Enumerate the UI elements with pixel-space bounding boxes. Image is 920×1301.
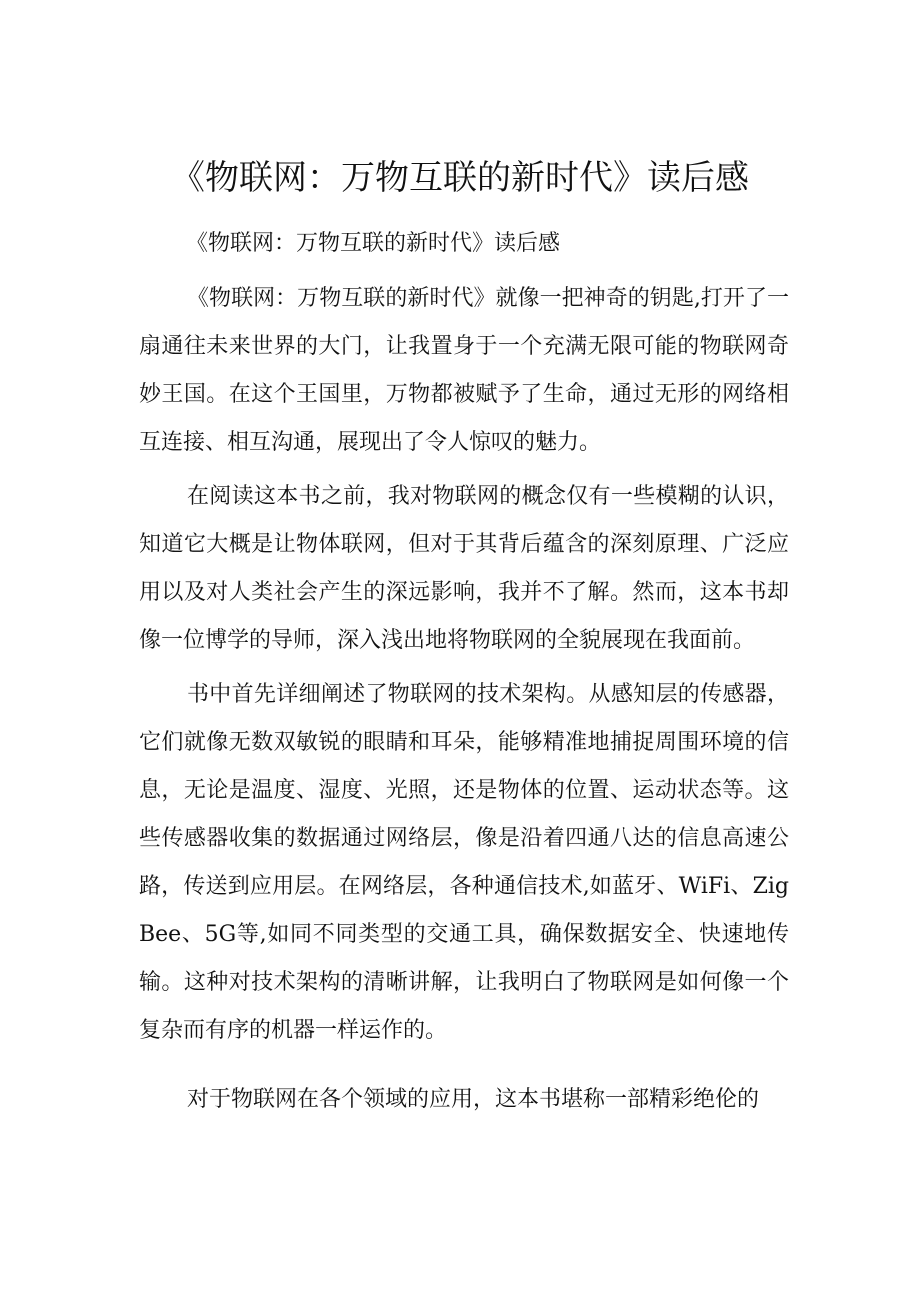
paragraph-1: 《物联网：万物互联的新时代》就像一把神奇的钥匙,打开了一扇通往未来世界的大门，让我置身于一个充满无限可能的物联网奇妙王国。在这个王国里，万物都被赋予了生命，通过无形的网络相互连接、相互沟通，展现出了令人惊叹的魅力。 xyxy=(139,286,789,455)
document-title: 《物联网：万物互联的新时代》读后感 xyxy=(171,157,749,198)
document-subtitle: 《物联网：万物互联的新时代》读后感 xyxy=(186,231,561,256)
paragraph-2: 在阅读这本书之前，我对物联网的概念仅有一些模糊的认识，知道它大概是让物体联网，但对于其背后蕴含的深刻原理、广泛应用以及对人类社会产生的深远影响，我并不了解。然而，这本书却像一位博学的导师，深入浅出地将物联网的全貌展现在我面前。 xyxy=(139,484,789,653)
document-body xyxy=(139,275,789,1124)
paragraph-4: 对于物联网在各个领域的应用，这本书堪称一部精彩绝伦的 xyxy=(187,1087,760,1112)
paragraph-3: 书中首先详细阐述了物联网的技术架构。从感知层的传感器，它们就像无数双敏锐的眼睛和耳朵，能够精准地捕捉周围环境的信息，无论是温度、湿度、光照，还是物体的位置、运动状态等。这些传感器收集的数据通过网络层，像是沿着四通八达的信息高速公路，传送到应用层。在网络层，各种通信技术,如蓝牙、WiFi、ZigBee、5G等,如同不同类型的交通工具，确保数据安全、快速地传输。这种对技术架构的清晰讲解，让我明白了物联网是如何像一个复杂而有序的机器一样运作的。 xyxy=(139,682,789,1043)
